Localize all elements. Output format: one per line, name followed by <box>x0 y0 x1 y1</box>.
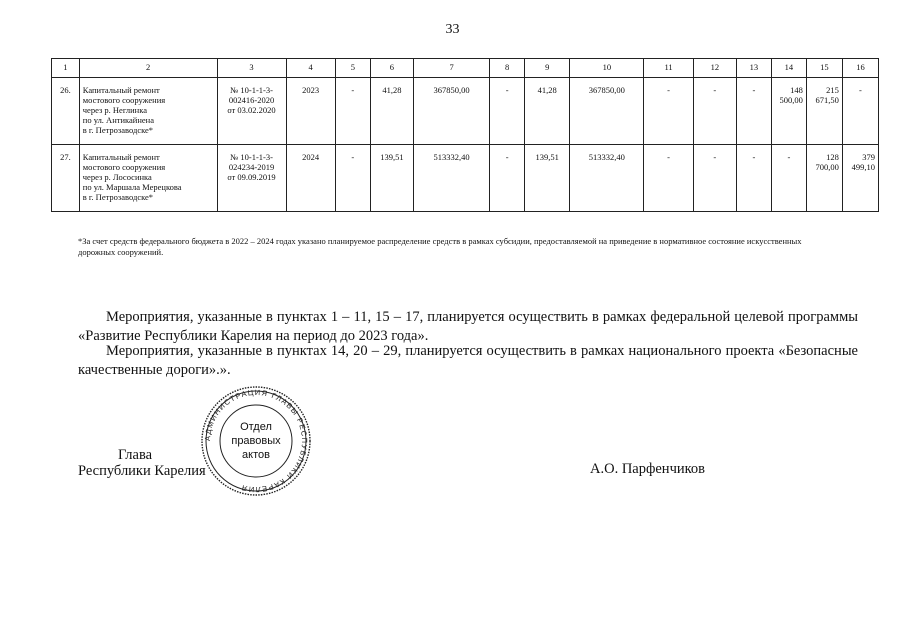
signature-role-title: Глава <box>118 447 153 463</box>
column-number-11: 11 <box>644 59 693 78</box>
value-cell-6: 41,28 <box>370 78 413 145</box>
value-cell-16: - <box>842 78 878 145</box>
column-number-4: 4 <box>286 59 335 78</box>
column-number-14: 14 <box>771 59 806 78</box>
table-row <box>52 78 879 145</box>
value-cell-7: 513332,40 <box>414 145 490 212</box>
object-name-cell: Капитальный ремонт мостового сооружения через р. Лососинка по ул. Маршала Мерецкова в г. Петрозаводске* <box>79 145 217 212</box>
row-number-cell: 27. <box>52 145 80 212</box>
column-number-10: 10 <box>570 59 644 78</box>
seal-line-2: правовых <box>231 435 281 447</box>
page-number: 33 <box>445 22 460 37</box>
column-number-13: 13 <box>736 59 771 78</box>
value-cell-10: 367850,00 <box>570 78 644 145</box>
value-cell-6: 139,51 <box>370 145 413 212</box>
object-name-cell: Капитальный ремонт мостового сооружения через р. Неглинка по ул. Антикайнена в г. Петрозаводске* <box>79 78 217 145</box>
value-cell-13: - <box>736 78 771 145</box>
value-cell-14: 148 500,00 <box>771 78 806 145</box>
value-cell-10: 513332,40 <box>570 145 644 212</box>
seal-line-3: актов <box>242 449 270 461</box>
column-number-2: 2 <box>79 59 217 78</box>
value-cell-8: - <box>490 78 525 145</box>
value-cell-8: - <box>490 145 525 212</box>
table-row <box>52 145 879 212</box>
value-cell-5: - <box>335 145 370 212</box>
table-header-row <box>52 59 879 78</box>
column-number-15: 15 <box>806 59 842 78</box>
signature-name: А.О. Парфенчиков <box>590 461 706 477</box>
value-cell-12: - <box>693 78 736 145</box>
value-cell-15: 215 671,50 <box>806 78 842 145</box>
column-number-9: 9 <box>525 59 570 78</box>
seal-line-1: Отдел <box>240 421 272 433</box>
paragraph-national-project: Мероприятия, указанные в пунктах 14, 20 – 29, планируется осуществить в рамках национального проекта «Безопасные качественные дороги».». <box>78 343 858 378</box>
value-cell-9: 139,51 <box>525 145 570 212</box>
value-cell-7: 367850,00 <box>414 78 490 145</box>
expertise-document-cell: № 10-1-1-3- 002416-2020 от 03.02.2020 <box>217 78 286 145</box>
column-number-5: 5 <box>335 59 370 78</box>
value-cell-12: - <box>693 145 736 212</box>
expertise-document-cell: № 10-1-1-3- 024234-2019 от 09.09.2019 <box>217 145 286 212</box>
data-table <box>51 58 879 212</box>
column-number-1: 1 <box>52 59 80 78</box>
column-number-8: 8 <box>490 59 525 78</box>
footnote: *За счет средств федерального бюджета в 2022 – 2024 годах указано планируемое распределение средств в рамках субсидии, предоставляемой на приведение в нормативное состояние искусственных дорожных сооружений. <box>78 236 802 257</box>
value-cell-16: 379 499,10 <box>842 145 878 212</box>
column-number-16: 16 <box>842 59 878 78</box>
value-cell-11: - <box>644 78 693 145</box>
value-cell-14: - <box>771 145 806 212</box>
value-cell-13: - <box>736 145 771 212</box>
value-cell-9: 41,28 <box>525 78 570 145</box>
signature-role-region: Республики Карелия <box>78 463 206 479</box>
column-number-3: 3 <box>217 59 286 78</box>
row-number-cell: 26. <box>52 78 80 145</box>
official-seal-stamp <box>196 386 316 496</box>
column-number-6: 6 <box>370 59 413 78</box>
year-cell: 2023 <box>286 78 335 145</box>
paragraph-federal-program: Мероприятия, указанные в пунктах 1 – 11, 15 – 17, планируется осуществить в рамках федеральной целевой программы «Развитие Республики Карелия на период до 2023 года». <box>78 309 858 344</box>
column-number-7: 7 <box>414 59 490 78</box>
value-cell-11: - <box>644 145 693 212</box>
value-cell-5: - <box>335 78 370 145</box>
value-cell-15: 128 700,00 <box>806 145 842 212</box>
seal-ring-text: АДМИНИСТРАЦИЯ ГЛАВЫ РЕСПУБЛИКИ КАРЕЛИЯ <box>202 387 310 495</box>
year-cell: 2024 <box>286 145 335 212</box>
column-number-12: 12 <box>693 59 736 78</box>
